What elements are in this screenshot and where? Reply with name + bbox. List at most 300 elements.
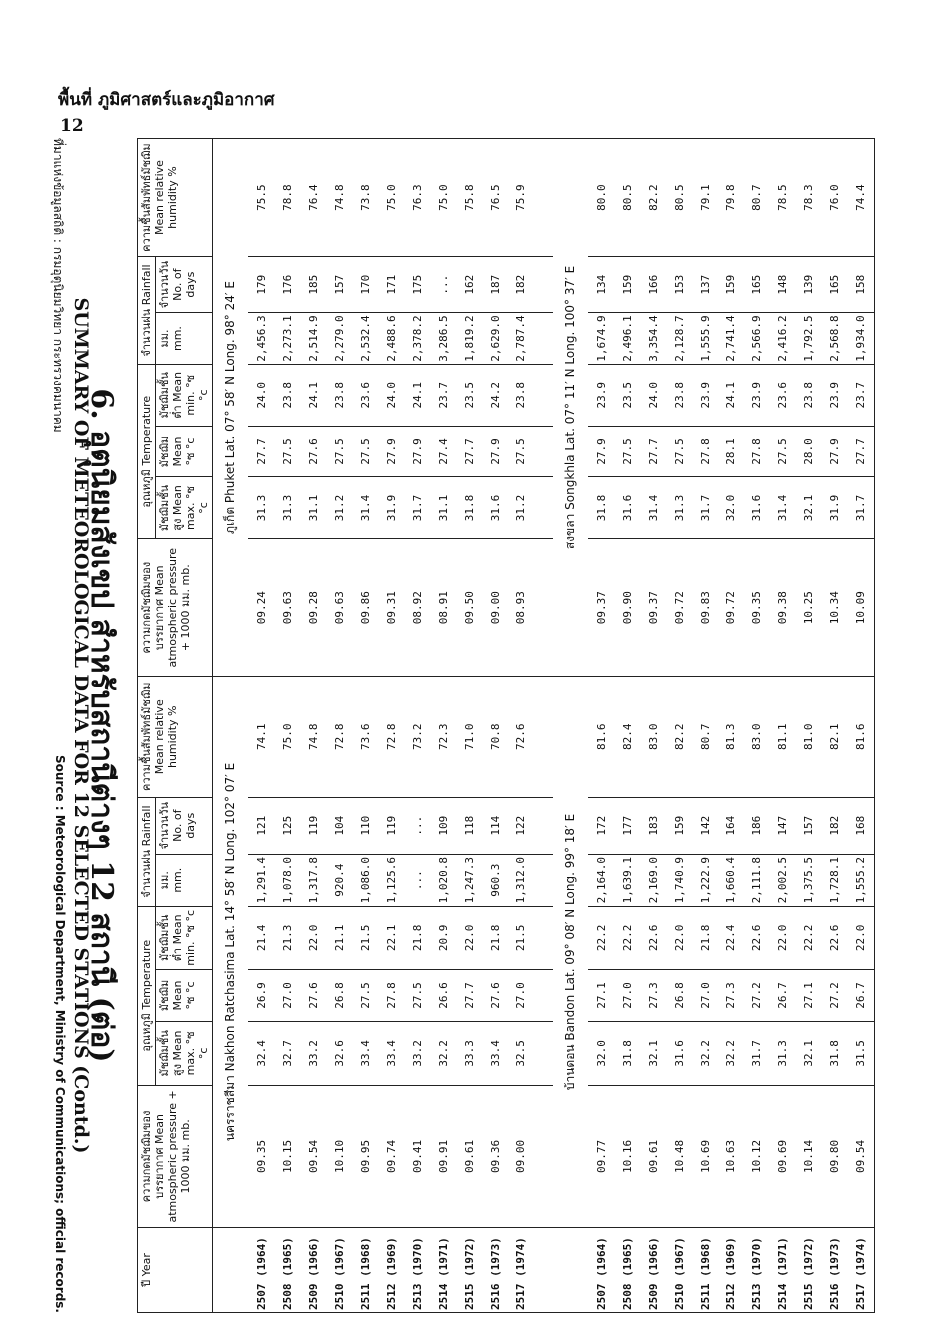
value-cell: 110 xyxy=(352,797,378,854)
gap-row xyxy=(534,139,553,1313)
value-cell: 158 xyxy=(848,257,875,313)
value-cell: 27.8 xyxy=(692,426,718,477)
value-cell: 83.0 xyxy=(744,676,770,797)
value-cell: 10.69 xyxy=(692,1085,718,1227)
value-cell: 2,416.2 xyxy=(770,313,796,365)
value-cell: 76.5 xyxy=(482,139,508,257)
col-temp-min-right: มัชฌิมชั้นต่ำ Mean min. °ซ °c xyxy=(156,364,213,426)
value-cell: 80.0 xyxy=(588,139,614,257)
value-cell: 31.7 xyxy=(744,1021,770,1085)
value-cell: 10.34 xyxy=(822,539,848,676)
value-cell: 27.7 xyxy=(640,426,666,477)
value-cell: 32.7 xyxy=(274,1021,300,1085)
value-cell: 1,555.9 xyxy=(692,313,718,365)
value-cell: 32.2 xyxy=(430,1021,456,1085)
value-cell: 1,555.2 xyxy=(848,854,875,906)
value-cell: 32.6 xyxy=(326,1021,352,1085)
value-cell: 2,496.1 xyxy=(614,313,640,365)
value-cell: 1,317.8 xyxy=(300,854,326,906)
value-cell: 09.28 xyxy=(300,539,326,676)
value-cell: 23.7 xyxy=(430,364,456,426)
value-cell: 1,639.1 xyxy=(614,854,640,906)
value-cell: 26.8 xyxy=(326,970,352,1022)
value-cell: 73.2 xyxy=(404,676,430,797)
value-cell: 09.83 xyxy=(692,539,718,676)
year-cell: 2508 (1965) xyxy=(274,1228,300,1313)
value-cell: 27.8 xyxy=(378,970,404,1022)
value-cell: 2,568.8 xyxy=(822,313,848,365)
col-temp-mean-left: มัชฌิม Mean °ซ °c xyxy=(156,970,213,1022)
value-cell: 159 xyxy=(718,257,744,313)
gap-cell xyxy=(534,1021,553,1085)
value-cell: 22.0 xyxy=(848,906,875,969)
value-cell: 170 xyxy=(352,257,378,313)
value-cell: 920.4 xyxy=(326,854,352,906)
value-cell: 22.0 xyxy=(666,906,692,969)
value-cell: 32.5 xyxy=(508,1021,534,1085)
value-cell: 27.0 xyxy=(274,970,300,1022)
col-pressure-right: ความกดมัชฌิมของบรรยากาศ Mean atmospheric pressure + 1000 มม. mb. xyxy=(138,539,213,676)
col-rain-days-right: จำนวนวัน No. of days xyxy=(156,257,213,313)
value-cell: 09.31 xyxy=(378,539,404,676)
table-row xyxy=(822,139,848,1313)
value-cell: 75.9 xyxy=(508,139,534,257)
value-cell: 27.1 xyxy=(796,970,822,1022)
value-cell: 80.5 xyxy=(666,139,692,257)
value-cell: 23.6 xyxy=(770,364,796,426)
value-cell: 27.5 xyxy=(274,426,300,477)
value-cell: 31.2 xyxy=(326,477,352,539)
value-cell: 27.7 xyxy=(248,426,274,477)
table-row xyxy=(588,139,614,1313)
col-rain-days-left: จำนวนวัน No. of days xyxy=(156,797,213,854)
station-spacer xyxy=(213,1228,249,1313)
col-rain-group-right: จำนวนฝน Rainfall xyxy=(138,257,156,365)
value-cell: 09.61 xyxy=(640,1085,666,1227)
value-cell: 08.93 xyxy=(508,539,534,676)
value-cell: 31.6 xyxy=(482,477,508,539)
value-cell: 22.6 xyxy=(744,906,770,969)
value-cell: 2,488.6 xyxy=(378,313,404,365)
station-label-right: สงขลา Songkhla Lat. 07° 11′ N Long. 100° 37′ E xyxy=(553,139,588,677)
value-cell: 09.38 xyxy=(770,539,796,676)
station-spacer xyxy=(553,1228,588,1313)
value-cell: 09.41 xyxy=(404,1085,430,1227)
value-cell: 75.5 xyxy=(248,139,274,257)
value-cell: 09.90 xyxy=(614,539,640,676)
value-cell: 183 xyxy=(640,797,666,854)
value-cell: 09.54 xyxy=(300,1085,326,1227)
value-cell: 22.2 xyxy=(588,906,614,969)
value-cell: 31.7 xyxy=(692,477,718,539)
value-cell: 122 xyxy=(508,797,534,854)
value-cell: 24.0 xyxy=(640,364,666,426)
gap-cell xyxy=(534,1085,553,1227)
value-cell: ... xyxy=(404,854,430,906)
value-cell: 1,312.0 xyxy=(508,854,534,906)
col-temp-mean-right: มัชฌิม Mean °ซ °c xyxy=(156,426,213,477)
value-cell: 23.8 xyxy=(666,364,692,426)
value-cell: 83.0 xyxy=(640,676,666,797)
value-cell: 1,792.5 xyxy=(796,313,822,365)
value-cell: 2,532.4 xyxy=(352,313,378,365)
value-cell: 09.69 xyxy=(770,1085,796,1227)
value-cell: 24.2 xyxy=(482,364,508,426)
page-header-thai: พื้นที่ ภูมิศาสตร์และภูมิอากาศ xyxy=(58,90,275,110)
value-cell: 21.4 xyxy=(248,906,274,969)
value-cell: 31.4 xyxy=(640,477,666,539)
value-cell: 10.14 xyxy=(796,1085,822,1227)
value-cell: 31.6 xyxy=(614,477,640,539)
value-cell: 159 xyxy=(614,257,640,313)
meteorological-table xyxy=(137,138,875,1313)
gap-cell xyxy=(534,906,553,969)
value-cell: 31.8 xyxy=(822,1021,848,1085)
value-cell: 76.4 xyxy=(300,139,326,257)
value-cell: 23.9 xyxy=(744,364,770,426)
value-cell: 2,741.4 xyxy=(718,313,744,365)
value-cell: 177 xyxy=(614,797,640,854)
col-humidity-right: ความชื้นสัมพัทธ์มัชฌิม Mean relative humidity % xyxy=(138,139,213,257)
table-row xyxy=(404,139,430,1313)
value-cell: 72.8 xyxy=(326,676,352,797)
value-cell: 22.0 xyxy=(770,906,796,969)
value-cell: 10.16 xyxy=(614,1085,640,1227)
value-cell: 09.80 xyxy=(822,1085,848,1227)
value-cell: 27.5 xyxy=(352,970,378,1022)
value-cell: 1,934.0 xyxy=(848,313,875,365)
value-cell: 27.0 xyxy=(614,970,640,1022)
value-cell: 157 xyxy=(326,257,352,313)
gap-cell xyxy=(534,426,553,477)
year-cell: 2507 (1964) xyxy=(248,1228,274,1313)
value-cell: 27.9 xyxy=(378,426,404,477)
value-cell: 31.3 xyxy=(666,477,692,539)
value-cell: 185 xyxy=(300,257,326,313)
value-cell: 75.0 xyxy=(274,676,300,797)
value-cell: 75.0 xyxy=(430,139,456,257)
value-cell: 26.7 xyxy=(848,970,875,1022)
value-cell: 09.61 xyxy=(456,1085,482,1227)
value-cell: 09.63 xyxy=(326,539,352,676)
value-cell: 32.0 xyxy=(588,1021,614,1085)
table-body xyxy=(213,139,875,1313)
table-row xyxy=(326,139,352,1313)
col-year: ปี Year xyxy=(138,1228,213,1313)
value-cell: 23.8 xyxy=(796,364,822,426)
table-row xyxy=(614,139,640,1313)
value-cell: 33.2 xyxy=(404,1021,430,1085)
value-cell: 22.2 xyxy=(614,906,640,969)
year-cell: 2515 (1972) xyxy=(796,1228,822,1313)
value-cell: 27.3 xyxy=(718,970,744,1022)
value-cell: 09.86 xyxy=(352,539,378,676)
gap-cell xyxy=(534,257,553,313)
value-cell: 182 xyxy=(508,257,534,313)
value-cell: 1,125.6 xyxy=(378,854,404,906)
value-cell: 165 xyxy=(822,257,848,313)
value-cell: 82.1 xyxy=(822,676,848,797)
value-cell: 08.92 xyxy=(404,539,430,676)
value-cell: 137 xyxy=(692,257,718,313)
value-cell: 10.12 xyxy=(744,1085,770,1227)
value-cell: 1,674.9 xyxy=(588,313,614,365)
year-cell: 2508 (1965) xyxy=(614,1228,640,1313)
value-cell: 23.9 xyxy=(588,364,614,426)
value-cell: 22.2 xyxy=(796,906,822,969)
value-cell: 31.4 xyxy=(352,477,378,539)
value-cell: 81.1 xyxy=(770,676,796,797)
value-cell: 172 xyxy=(588,797,614,854)
value-cell: 2,378.2 xyxy=(404,313,430,365)
value-cell: 31.2 xyxy=(508,477,534,539)
value-cell: 27.6 xyxy=(300,426,326,477)
year-cell: 2514 (1971) xyxy=(770,1228,796,1313)
value-cell: 1,291.4 xyxy=(248,854,274,906)
value-cell: 81.3 xyxy=(718,676,744,797)
value-cell: 81.6 xyxy=(588,676,614,797)
value-cell: 2,002.5 xyxy=(770,854,796,906)
value-cell: 22.4 xyxy=(718,906,744,969)
value-cell: 1,247.3 xyxy=(456,854,482,906)
title-thai: 6. อุตุนิยมสังเขป สำหรับสถานีต่างๆ 12 สถานี (ต่อ) xyxy=(84,388,119,1063)
value-cell: 168 xyxy=(848,797,875,854)
value-cell: ... xyxy=(404,797,430,854)
value-cell: 28.1 xyxy=(718,426,744,477)
value-cell: 119 xyxy=(378,797,404,854)
value-cell: 22.6 xyxy=(640,906,666,969)
value-cell: 33.4 xyxy=(482,1021,508,1085)
value-cell: 80.5 xyxy=(614,139,640,257)
value-cell: 33.3 xyxy=(456,1021,482,1085)
value-cell: 27.5 xyxy=(352,426,378,477)
value-cell: 109 xyxy=(430,797,456,854)
table-row xyxy=(848,139,875,1313)
table-row xyxy=(430,139,456,1313)
value-cell: 2,514.9 xyxy=(300,313,326,365)
value-cell: 27.3 xyxy=(640,970,666,1022)
value-cell: 2,273.1 xyxy=(274,313,300,365)
value-cell: 27.0 xyxy=(508,970,534,1022)
value-cell: 164 xyxy=(718,797,744,854)
col-rain-group-left: จำนวนฝน Rainfall xyxy=(138,797,156,906)
value-cell: 09.74 xyxy=(378,1085,404,1227)
value-cell: 28.0 xyxy=(796,426,822,477)
value-cell: 166 xyxy=(640,257,666,313)
value-cell: 31.6 xyxy=(744,477,770,539)
value-cell: 2,566.9 xyxy=(744,313,770,365)
gap-cell xyxy=(534,313,553,365)
value-cell: 31.3 xyxy=(248,477,274,539)
col-temp-group-right: อุณหภูมิ Temperature xyxy=(138,364,156,539)
col-temp-max-right: มัชฌิมชั้นสูง Mean max. °ซ °c xyxy=(156,477,213,539)
value-cell: 27.7 xyxy=(456,970,482,1022)
value-cell: 10.63 xyxy=(718,1085,744,1227)
value-cell: 2,456.3 xyxy=(248,313,274,365)
value-cell: 72.8 xyxy=(378,676,404,797)
value-cell: 73.6 xyxy=(352,676,378,797)
value-cell: 27.5 xyxy=(614,426,640,477)
value-cell: 80.7 xyxy=(744,139,770,257)
value-cell: 31.1 xyxy=(300,477,326,539)
value-cell: 2,111.8 xyxy=(744,854,770,906)
year-cell: 2509 (1966) xyxy=(640,1228,666,1313)
value-cell: 21.8 xyxy=(692,906,718,969)
value-cell: 79.8 xyxy=(718,139,744,257)
value-cell: 72.6 xyxy=(508,676,534,797)
value-cell: 27.1 xyxy=(588,970,614,1022)
value-cell: 09.63 xyxy=(274,539,300,676)
value-cell: 960.3 xyxy=(482,854,508,906)
table-row xyxy=(352,139,378,1313)
station-row xyxy=(213,139,249,1313)
value-cell: 31.9 xyxy=(822,477,848,539)
value-cell: 75.0 xyxy=(378,139,404,257)
value-cell: 27.5 xyxy=(770,426,796,477)
value-cell: 27.7 xyxy=(456,426,482,477)
value-cell: 22.6 xyxy=(822,906,848,969)
year-cell: 2507 (1964) xyxy=(588,1228,614,1313)
table-row xyxy=(718,139,744,1313)
value-cell: 114 xyxy=(482,797,508,854)
value-cell: 2,128.7 xyxy=(666,313,692,365)
value-cell: 27.2 xyxy=(822,970,848,1022)
table-row xyxy=(770,139,796,1313)
value-cell: 80.7 xyxy=(692,676,718,797)
value-cell: 162 xyxy=(456,257,482,313)
value-cell: 27.6 xyxy=(482,970,508,1022)
station-label-left: นครราชสีมา Nakhon Ratchasima Lat. 14° 58′ N Long. 102° 07′ E xyxy=(213,676,249,1227)
value-cell: 125 xyxy=(274,797,300,854)
value-cell: 1,819.2 xyxy=(456,313,482,365)
value-cell: 09.77 xyxy=(588,1085,614,1227)
value-cell: 33.4 xyxy=(378,1021,404,1085)
value-cell: 22.1 xyxy=(378,906,404,969)
value-cell: 2,169.0 xyxy=(640,854,666,906)
value-cell: 32.2 xyxy=(718,1021,744,1085)
value-cell: 09.95 xyxy=(352,1085,378,1227)
value-cell: 182 xyxy=(822,797,848,854)
value-cell: 27.6 xyxy=(300,970,326,1022)
value-cell: 23.7 xyxy=(848,364,875,426)
value-cell: 21.5 xyxy=(508,906,534,969)
table-row xyxy=(456,139,482,1313)
value-cell: 1,375.5 xyxy=(796,854,822,906)
value-cell: 09.37 xyxy=(640,539,666,676)
value-cell: 2,279.0 xyxy=(326,313,352,365)
value-cell: 32.0 xyxy=(718,477,744,539)
value-cell: 24.0 xyxy=(378,364,404,426)
value-cell: 78.8 xyxy=(274,139,300,257)
year-cell: 2513 (1970) xyxy=(744,1228,770,1313)
gap-cell xyxy=(534,797,553,854)
value-cell: 27.9 xyxy=(822,426,848,477)
title-english: SUMMARY OF METEOROLOGICAL DATA FOR 12 SELECTED STATIONS (Contd.) xyxy=(70,297,92,1154)
gap-cell xyxy=(534,1228,553,1313)
table-row xyxy=(482,139,508,1313)
value-cell: 78.3 xyxy=(796,139,822,257)
value-cell: 76.3 xyxy=(404,139,430,257)
value-cell: 32.1 xyxy=(796,477,822,539)
value-cell: 10.48 xyxy=(666,1085,692,1227)
value-cell: 09.72 xyxy=(718,539,744,676)
value-cell: 33.2 xyxy=(300,1021,326,1085)
value-cell: 23.8 xyxy=(326,364,352,426)
station-label-right: ภูเก็ต Phuket Lat. 07° 58′ N Long. 98° 24′ E xyxy=(213,139,249,677)
value-cell: 1,020.8 xyxy=(430,854,456,906)
value-cell: 31.4 xyxy=(770,477,796,539)
table-row xyxy=(744,139,770,1313)
table-row xyxy=(508,139,534,1313)
station-label-left: บ้านดอน Bandon Lat. 09° 08′ N Long. 99° 18′ E xyxy=(553,676,588,1227)
col-temp-min-left: มัชฌิมชั้นต่ำ Mean min. °ซ °c xyxy=(156,906,213,969)
year-cell: 2516 (1973) xyxy=(482,1228,508,1313)
value-cell: 82.2 xyxy=(640,139,666,257)
value-cell: 26.6 xyxy=(430,970,456,1022)
value-cell: 2,164.0 xyxy=(588,854,614,906)
year-cell: 2517 (1974) xyxy=(508,1228,534,1313)
value-cell: 10.10 xyxy=(326,1085,352,1227)
year-cell: 2509 (1966) xyxy=(300,1228,326,1313)
value-cell: 72.3 xyxy=(430,676,456,797)
value-cell: 23.5 xyxy=(456,364,482,426)
value-cell: 74.4 xyxy=(848,139,875,257)
table-row xyxy=(692,139,718,1313)
value-cell: 31.1 xyxy=(430,477,456,539)
year-cell: 2510 (1967) xyxy=(326,1228,352,1313)
value-cell: 24.0 xyxy=(248,364,274,426)
value-cell: 3,354.4 xyxy=(640,313,666,365)
value-cell: 31.8 xyxy=(456,477,482,539)
value-cell: 76.0 xyxy=(822,139,848,257)
value-cell: 32.4 xyxy=(248,1021,274,1085)
gap-cell xyxy=(534,139,553,257)
year-cell: 2515 (1972) xyxy=(456,1228,482,1313)
year-cell: 2511 (1968) xyxy=(692,1228,718,1313)
value-cell: 82.4 xyxy=(614,676,640,797)
gap-cell xyxy=(534,854,553,906)
value-cell: 27.5 xyxy=(326,426,352,477)
value-cell: 27.5 xyxy=(508,426,534,477)
value-cell: 23.8 xyxy=(508,364,534,426)
value-cell: 31.6 xyxy=(666,1021,692,1085)
table-row xyxy=(640,139,666,1313)
value-cell: 27.5 xyxy=(666,426,692,477)
value-cell: 26.8 xyxy=(666,970,692,1022)
table-row xyxy=(274,139,300,1313)
value-cell: 32.1 xyxy=(640,1021,666,1085)
value-cell: 24.1 xyxy=(300,364,326,426)
value-cell: 09.35 xyxy=(744,539,770,676)
table-row xyxy=(666,139,692,1313)
gap-cell xyxy=(534,676,553,797)
value-cell: 79.1 xyxy=(692,139,718,257)
value-cell: 31.3 xyxy=(770,1021,796,1085)
value-cell: 26.7 xyxy=(770,970,796,1022)
value-cell: 09.00 xyxy=(508,1085,534,1227)
value-cell: 148 xyxy=(770,257,796,313)
station-row xyxy=(553,139,588,1313)
value-cell: 176 xyxy=(274,257,300,313)
value-cell: 27.9 xyxy=(404,426,430,477)
value-cell: 20.9 xyxy=(430,906,456,969)
value-cell: 139 xyxy=(796,257,822,313)
source-note xyxy=(48,138,67,1313)
value-cell: 2,629.0 xyxy=(482,313,508,365)
rotated-content xyxy=(51,138,875,1313)
col-humidity-left: ความชื้นสัมพัทธ์มัชฌิม Mean relative humidity % xyxy=(138,676,213,797)
value-cell: 32.1 xyxy=(796,1021,822,1085)
